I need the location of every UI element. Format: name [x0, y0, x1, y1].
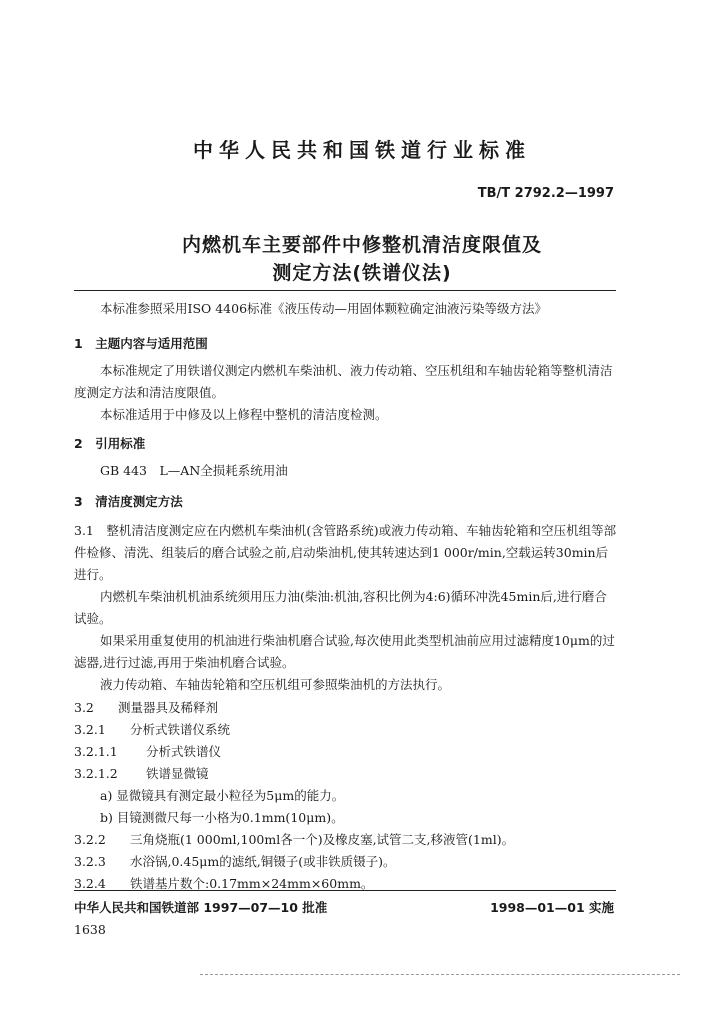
clause-text: 铁谱显微镜: [146, 766, 209, 781]
clause-text: 铁谱基片数个:0.17mm×24mm×60mm。: [130, 876, 374, 891]
clause-3-2-1-1: [74, 742, 221, 760]
clause-3-2-2: [74, 830, 514, 848]
clause-3-2: [74, 698, 218, 716]
document-title-line2: 测定方法(铁谱仪法): [272, 262, 452, 284]
footer-rule: [74, 890, 616, 891]
page-number: 1638: [74, 922, 106, 937]
clause-text: 三角烧瓶(1 000ml,100ml各一个)及橡皮塞,试管二支,移液管(1ml)。: [130, 832, 515, 847]
clause-number: 3.2.4: [74, 876, 106, 891]
document-title-line1: 内燃机车主要部件中修整机清洁度限值及: [181, 234, 542, 256]
clause-number: 3.2.1: [74, 722, 106, 737]
clause-number: 3.2.1.1: [74, 744, 118, 759]
clause-number: 3.2.2: [74, 832, 106, 847]
clause-number: 3.2.3: [74, 854, 106, 869]
section-3-para-4: 液力传动箱、车轴齿轮箱和空压机组可参照柴油机的方法执行。: [100, 677, 451, 692]
issuing-body-title: 中华人民共和国铁道行业标准: [193, 138, 531, 162]
clause-text: 测量器具及稀释剂: [118, 700, 219, 715]
standard-number: TB/T 2792.2—1997: [477, 186, 614, 201]
section-3-para-2: 内燃机车柴油机机油系统须用压力油(柴油:机油,容积比例为4:6)循环冲洗45min后,进行磨合试验。: [74, 589, 607, 626]
section-1-para-1: 本标准规定了用铁谱仪测定内燃机车柴油机、液力传动箱、空压机组和车轴齿轮箱等整机清洁度测定方法和清洁度限值。: [74, 363, 613, 400]
preface-text: 本标准参照采用ISO 4406标准《液压传动—用固体颗粒确定油液污染等级方法》: [100, 301, 548, 316]
section-1-para-2: 本标准适用于中修及以上修程中整机的清洁度检测。: [100, 407, 388, 422]
clause-3-2-3: [74, 852, 396, 870]
section-3-heading: 3 清洁度测定方法: [74, 494, 183, 509]
clause-text: 分析式铁谱仪系统: [130, 722, 231, 737]
clause-3-1: 3.1 整机清洁度测定应在内燃机车柴油机(含管路系统)或液力传动箱、车轴齿轮箱和空压机组等部件检修、清洗、组装后的磨合试验之前,启动柴油机,使其转速达到1 000r/min,空载运转30min后进行。: [74, 523, 617, 582]
implementation-date: 1998—01—01 实施: [490, 900, 614, 915]
clause-text: 水浴锅,0.45μm的滤纸,铜镊子(或非铁质镊子)。: [130, 854, 396, 869]
approval-date: 中华人民共和国铁道部 1997—07—10 批准: [74, 900, 328, 915]
clause-3-2-1-2: [74, 764, 209, 782]
scan-artifact-line: [200, 974, 680, 976]
title-rule: [74, 290, 616, 291]
clause-3-2-1: [74, 720, 230, 738]
clause-number: 3.2: [74, 700, 94, 715]
list-item-b: b) 目镜测微尺每一小格为0.1mm(10μm)。: [100, 810, 344, 825]
clause-number: 3.2.1.2: [74, 766, 118, 781]
clause-text: 分析式铁谱仪: [146, 744, 222, 759]
list-item-a: a) 显微镜具有测定最小粒径为5μm的能力。: [100, 788, 345, 803]
section-2-heading: 2 引用标准: [74, 436, 146, 451]
reference-standard: GB 443 L—AN全损耗系统用油: [100, 463, 288, 478]
section-1-heading: 1 主题内容与适用范围: [74, 336, 208, 351]
section-3-para-3: 如果采用重复使用的机油进行柴油机磨合试验,每次使用此类型机油前应用过滤精度10μm的过滤器,进行过滤,再用于柴油机磨合试验。: [74, 633, 615, 670]
